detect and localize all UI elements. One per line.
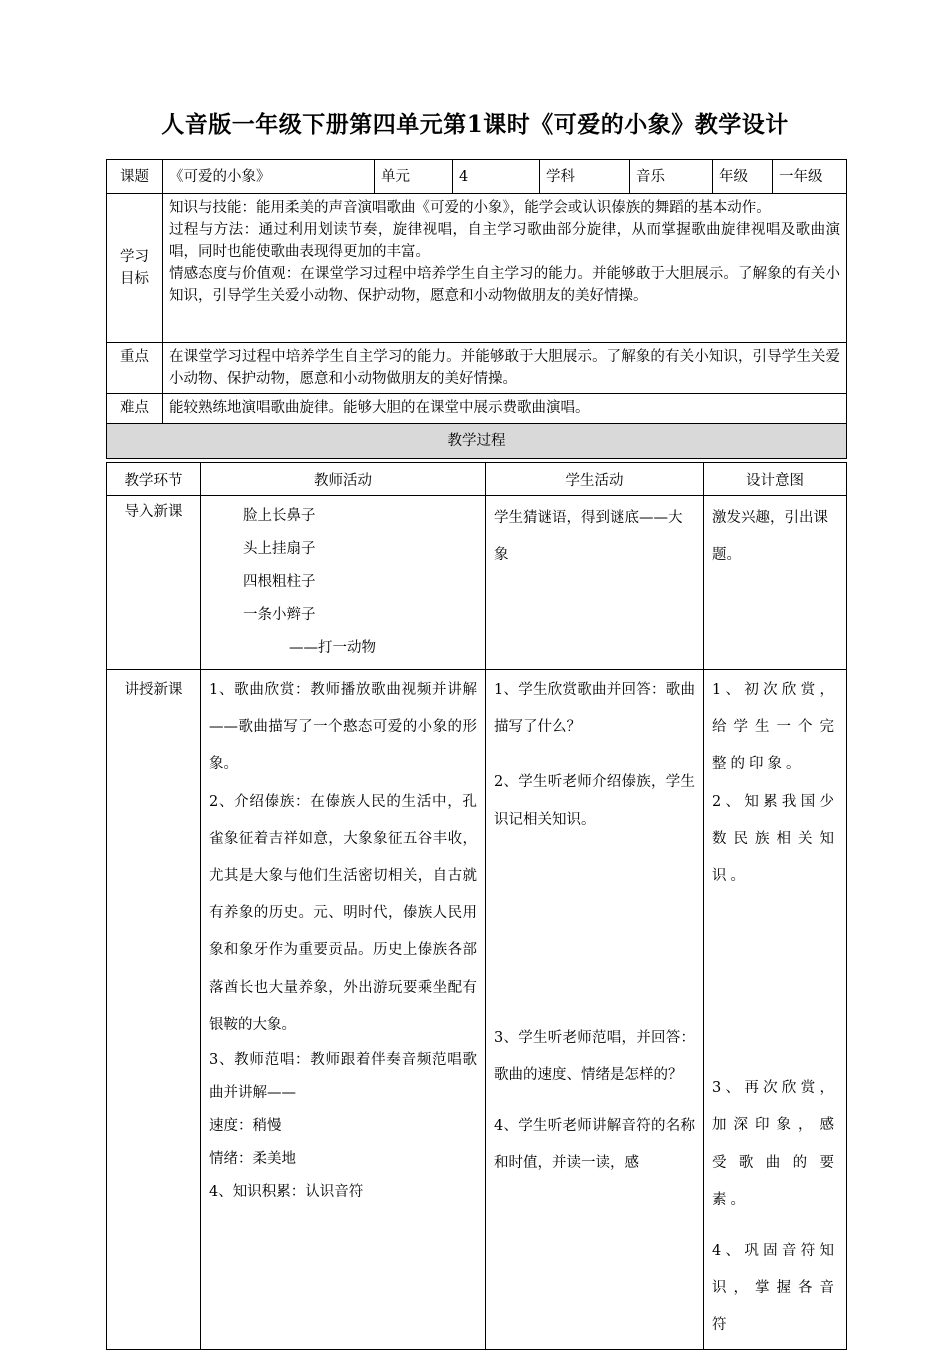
goals-content [163, 194, 847, 343]
unit-value: 4 [453, 160, 540, 194]
teacher-speed: 速度：稍慢 [209, 1118, 282, 1135]
header-teacher: 教师活动 [201, 463, 486, 496]
intro-stage: 导入新课 [107, 496, 201, 670]
goal-process: 过程与方法：通过利用划读节奏，旋律视唱，自主学习歌曲部分旋律，从而掌握歌曲旋律视唱及歌曲演唱，同时也能使歌曲表现得更加的丰富。 [169, 222, 840, 260]
teach-teacher [201, 670, 486, 1350]
key-label: 重点 [107, 343, 163, 394]
topic-label: 课题 [107, 160, 163, 194]
goals-label-line2: 目标 [120, 271, 149, 287]
teach-stage: 讲授新课 [107, 670, 201, 1350]
process-table [106, 462, 847, 1350]
difficulty-value: 能较熟练地演唱歌曲旋律。能够大胆的在课堂中展示费歌曲演唱。 [163, 394, 847, 424]
document-title: 人音版一年级下册第四单元第1课时《可爱的小象》教学设计 [161, 111, 789, 138]
riddle-line-2: 头上挂扇子 [243, 541, 316, 557]
difficulty-label: 难点 [107, 394, 163, 424]
teacher-step-4: 4、知识积累：认识音符 [209, 1184, 364, 1201]
subject-value: 音乐 [630, 160, 713, 194]
unit-label: 单元 [375, 160, 453, 194]
intent-step-4: 4、巩固音符知识，掌握各音符 [712, 1243, 838, 1334]
intro-student: 学生猜谜语，得到谜底——大象 [486, 496, 704, 670]
teacher-mood: 情绪：柔美地 [209, 1151, 296, 1168]
goal-knowledge: 知识与技能：能用柔美的声音演唱歌曲《可爱的小象》，能学会或认识傣族的舞蹈的基本动作。 [169, 200, 771, 216]
intro-intent: 激发兴趣，引出课题。 [704, 496, 847, 670]
intro-teacher [201, 496, 486, 670]
teacher-step-1: 1、歌曲欣赏：教师播放歌曲视频并讲解——歌曲描写了一个憨态可爱的小象的形象。 [209, 682, 477, 773]
teacher-step-2: 2、介绍傣族：在傣族人民的生活中，孔雀象征着吉祥如意，大象象征五谷丰收，尤其是大象与他们生活密切相关，自古就有养象的历史。元、明时代，傣族人民用象和象牙作为重要贡品。历史上傣族各部落酋长也大量养象，外出游玩要乘坐配有银鞍的大象。 [209, 793, 477, 1033]
riddle-line-1: 脸上长鼻子 [243, 508, 316, 524]
header-student: 学生活动 [486, 463, 704, 496]
goal-emotion: 情感态度与价值观：在课堂学习过程中培养学生自主学习的能力。并能够敢于大胆展示。了解象的有关小知识，引导学生关爱小动物、保护动物，愿意和小动物做朋友的美好情操。 [169, 266, 840, 304]
riddle-line-3: 四根粗柱子 [243, 574, 316, 590]
goals-label-line1: 学习 [120, 249, 149, 265]
key-value: 在课堂学习过程中培养学生自主学习的能力。并能够敢于大胆展示。了解象的有关小知识，引导学生关爱小动物、保护动物，愿意和小动物做朋友的美好情操。 [163, 343, 847, 394]
intent-step-1: 1、初次欣赏，给学生一个完整的印象。 [712, 682, 838, 773]
teach-student [486, 670, 704, 1350]
header-intent: 设计意图 [704, 463, 847, 496]
teach-intent [704, 670, 847, 1350]
intent-step-2: 2、知累我国少数民族相关知识。 [712, 793, 838, 885]
grade-value: 一年级 [773, 160, 847, 194]
riddle-line-4: 一条小辫子 [243, 607, 316, 623]
riddle-hint: ——打一动物 [289, 640, 376, 656]
header-stage: 教学环节 [107, 463, 201, 496]
info-table [106, 159, 847, 459]
goals-label [107, 194, 163, 343]
topic-value: 《可爱的小象》 [163, 160, 375, 194]
grade-label: 年级 [713, 160, 773, 194]
subject-label: 学科 [540, 160, 630, 194]
student-step-1: 1、学生欣赏歌曲并回答：歌曲描写了什么？ [494, 682, 695, 736]
student-step-3: 3、学生听老师范唱，并回答：歌曲的速度、情绪是怎样的？ [494, 1029, 695, 1084]
student-step-4: 4、学生听老师讲解音符的名称和时值，并读一读，感 [494, 1118, 695, 1172]
intent-step-3: 3、再次欣赏，加深印象，感受歌曲的要素。 [712, 1080, 838, 1208]
process-header: 教学过程 [107, 424, 847, 459]
teacher-step-3: 3、教师范唱：教师跟着伴奏音频范唱歌曲并讲解—— [209, 1052, 477, 1102]
student-step-2: 2、学生听老师介绍傣族，学生识记相关知识。 [494, 774, 695, 828]
